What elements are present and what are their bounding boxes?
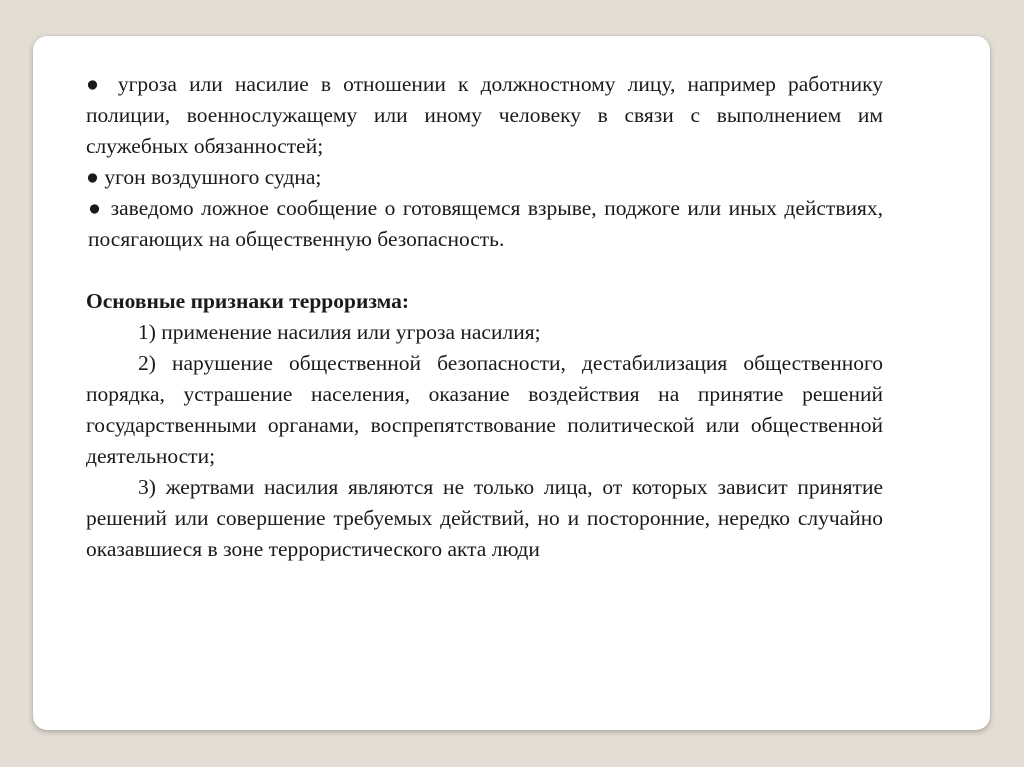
- bullet-paragraph: ● заведомо ложное сообщение о готовящемся взрыве, поджоге или иных действиях, посягающих на общественную безопасность.: [88, 196, 883, 251]
- section-heading: Основные признаки терроризма:: [86, 289, 410, 313]
- list-item: 1) применение насилия или угроза насилия;: [138, 320, 541, 344]
- bullet-paragraph: ● угон воздушного судна;: [86, 165, 322, 189]
- list-item: 2) нарушение общественной безопасности, дестабилизация общественного порядка, устрашение населения, оказание воздействия на принятие решений государственными органами, воспрепятствование политической или общественной деятельности;: [86, 351, 883, 468]
- slide-text-body: [86, 69, 883, 565]
- bullet-paragraph: ● угроза или насилие в отношении к должностному лицу, например работнику полиции, военнослужащему или иному человеку в связи с выполнением им служебных обязанностей;: [86, 72, 883, 158]
- list-item: 3) жертвами насилия являются не только лица, от которых зависит принятие решений или совершение требуемых действий, но и посторонние, нередко случайно оказавшиеся в зоне террористического акта люди: [86, 475, 883, 561]
- slide-card: [33, 36, 990, 730]
